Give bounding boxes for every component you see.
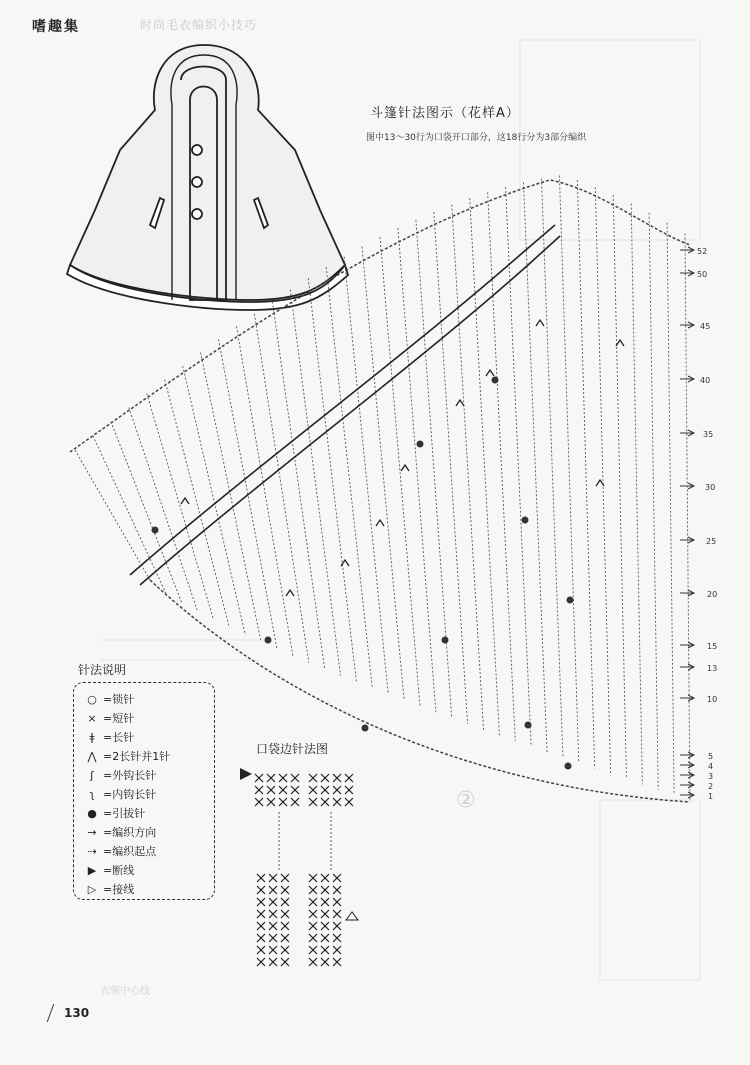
row-direction-arrow [680,322,694,328]
decrease-mark [536,320,544,326]
slip-stitch-dot [362,725,369,732]
single-crochet-symbol [333,958,341,966]
faint-header-text: 时尚毛衣编织小技巧 [140,18,258,32]
fasten-off-icon: ▶ [87,863,97,877]
single-crochet-symbol [321,934,329,942]
decrease-mark [376,520,384,526]
row-marker: 35 [703,430,714,439]
row-marker: 13 [707,664,718,673]
row-direction-arrow [680,247,694,253]
single-crochet-symbol [291,798,299,806]
stitch-column [111,422,182,603]
single-crochet-symbol [281,874,289,882]
single-crochet-symbol [309,922,317,930]
stitch-column [631,204,642,785]
direction-arrow-icon: → [87,825,97,839]
join-yarn-icon: ▷ [87,882,97,896]
row-marker: 4 [708,762,714,771]
stitch-column [559,176,578,763]
single-crochet-symbol [267,798,275,806]
stitch-column [201,352,262,642]
single-crochet-symbol [269,898,277,906]
single-crochet-symbol [333,910,341,918]
decrease-mark [616,340,624,346]
row-marker: 25 [706,537,717,546]
row-direction-arrow [680,376,694,382]
single-crochet-symbol [333,786,341,794]
slip-stitch-dot [417,441,424,448]
single-crochet-symbol [309,910,317,918]
stitch-column [380,237,420,706]
single-crochet-symbol [255,798,263,806]
row-marker: 20 [707,590,718,599]
legend-item: × =短针 [84,710,134,726]
slip-stitch-dot [525,722,532,729]
stitch-column [75,450,150,580]
stitch-column [416,220,452,718]
single-crochet-symbol [281,886,289,894]
row-direction-arrow [680,483,694,489]
single-crochet-symbol [321,774,329,782]
single-crochet-symbol [309,774,317,782]
single-crochet-symbol [309,798,317,806]
single-crochet-symbol [269,922,277,930]
decrease-mark [401,465,409,471]
row-direction-arrow [680,752,694,758]
row-marker: 5 [708,752,714,761]
single-crochet-symbol [257,898,265,906]
single-crochet-symbol [309,934,317,942]
slip-stitch-dot [265,637,272,644]
legend-title: 针法说明 [78,663,127,677]
stitch-column [344,257,388,695]
single-crochet-symbol [321,786,329,794]
row-marker: 52 [697,247,708,256]
single-crochet-symbol [333,934,341,942]
single-crochet-symbol [281,898,289,906]
stitch-column [147,393,214,619]
single-crochet-symbol [257,886,265,894]
decrease-mark [456,400,464,406]
single-crochet-symbol [269,910,277,918]
single-crochet-symbol [321,910,329,918]
faint-bottom-text: 衣领中心线 [100,986,150,997]
stitch-column [649,213,658,790]
slip-stitch-dot [492,377,499,384]
single-crochet-symbol [345,774,353,782]
decrease-mark [286,590,294,596]
legend-item: ○ =锁针 [84,691,134,707]
stitch-column [398,228,436,712]
single-crochet-symbol [321,922,329,930]
row-marker: 30 [705,483,716,492]
row-marker: 3 [708,772,714,781]
row-direction-arrow [680,695,694,701]
single-crochet-symbol [281,922,289,930]
start-point-icon: ⇢ [87,844,97,858]
slip-stitch-dot [152,527,159,534]
single-crochet-symbol [255,774,263,782]
legend-item: ▶ =断线 [84,862,134,878]
diagram-title: 斗篷针法图示（花样A） [370,106,520,121]
pocket-edge-chart [240,768,358,966]
single-crochet-symbol [321,946,329,954]
row-direction-arrow [680,792,694,798]
stitch-column [272,302,324,670]
row-marker: 50 [697,270,708,279]
row-direction-arrow [680,537,694,543]
single-crochet-symbol [309,958,317,966]
single-crochet-symbol [309,898,317,906]
single-crochet-symbol [257,874,265,882]
slip-stitch-dot [567,597,574,604]
row-marker: 1 [708,792,714,801]
stitch-column [470,198,500,735]
row-direction-arrow [680,782,694,788]
row-marker: 10 [707,695,718,704]
legend-item: ʃ =外钩长针 [84,767,156,783]
front-post-dc-icon: ʃ [90,768,94,782]
decrease-mark [181,498,189,504]
single-crochet-symbol [269,958,277,966]
slip-stitch-dot [442,637,449,644]
single-crochet-symbol [267,774,275,782]
single-crochet-symbol [345,798,353,806]
cape-illustration [67,45,348,310]
legend-item: ⇢ =编织起点 [84,843,156,859]
single-crochet-symbol [279,774,287,782]
single-crochet-symbol [333,898,341,906]
single-crochet-symbol [257,922,265,930]
row-marker: 2 [708,782,714,791]
single-crochet-symbol [309,946,317,954]
legend-item: ǂ =长针 [84,729,134,745]
single-crochet-symbol [269,874,277,882]
single-crochet-symbol [333,874,341,882]
legend-item: ▷ =接线 [84,881,134,897]
stitch-column [595,187,610,774]
stitch-column [488,192,516,741]
single-crochet-symbol [257,958,265,966]
row-direction-arrow [680,664,694,670]
stitch-column [129,407,198,611]
stitch-column [667,223,674,795]
single-crochet-symbol [345,786,353,794]
single-crochet-symbol [321,874,329,882]
legend-item: ⋀ =2长针并1针 [84,748,170,764]
stitch-column [524,183,548,752]
back-post-dc-icon: ʅ [89,787,95,801]
decrease-mark [486,370,494,376]
join-yarn-marker [346,912,358,920]
fasten-off-marker [240,768,252,780]
row-direction-arrow [680,772,694,778]
pocket-chart-title: 口袋边针法图 [256,742,329,756]
single-crochet-symbol [321,886,329,894]
single-crochet-symbol [321,958,329,966]
single-crochet-symbol [333,886,341,894]
single-crochet-symbol [309,786,317,794]
chain-stitch-icon: ○ [87,692,97,706]
single-crochet-symbol [269,886,277,894]
single-crochet-symbol [333,922,341,930]
row-direction-arrow [680,270,694,276]
stitch-column [362,247,404,701]
page-number: 130 [64,1006,90,1020]
single-crochet-symbol [309,874,317,882]
single-crochet-symbol [257,910,265,918]
slip-stitch-icon: ● [87,806,97,820]
row-marker: 45 [700,322,711,331]
single-crochet-symbol [281,910,289,918]
row-direction-arrow [680,642,694,648]
single-crochet-symbol [269,934,277,942]
stitch-column [452,205,484,730]
slip-stitch-dot [565,763,572,770]
single-crochet-symbol [267,786,275,794]
stitch-column [434,212,468,724]
legend-item: → =编织方向 [84,824,156,840]
bottom-chain-edge [150,580,690,802]
single-crochet-symbol [281,946,289,954]
single-crochet-symbol [255,786,263,794]
stitch-column [613,195,626,779]
single-crochet-symbol [291,786,299,794]
legend-item: ● =引拔针 [84,805,145,821]
single-crochet-symbol [333,798,341,806]
single-crochet-symbol [281,934,289,942]
single-crochet-icon: × [87,711,97,725]
single-crochet-symbol [291,774,299,782]
dc2tog-icon: ⋀ [87,749,97,763]
slip-stitch-dot [522,517,529,524]
book-title: 嗜趣集 [32,19,80,35]
single-crochet-symbol [257,934,265,942]
stitch-column [236,326,292,656]
single-crochet-symbol [269,946,277,954]
single-crochet-symbol [321,798,329,806]
stitch-column [93,436,166,593]
faint-circle-number: ② [456,788,476,813]
single-crochet-symbol [309,886,317,894]
single-crochet-symbol [333,946,341,954]
stitch-column [541,179,562,758]
stitch-column [577,180,594,768]
stitch-column [685,233,690,800]
legend-box [73,682,215,900]
legend-item: ʅ =内钩长针 [84,786,156,802]
stitch-column [165,380,230,628]
single-crochet-symbol [321,898,329,906]
row-marker: 40 [700,376,711,385]
row-direction-arrow [680,590,694,596]
single-crochet-symbol [279,798,287,806]
single-crochet-symbol [279,786,287,794]
single-crochet-symbol [281,958,289,966]
row-direction-arrow [680,762,694,768]
single-crochet-symbol [333,774,341,782]
row-marker: 15 [707,642,718,651]
single-crochet-symbol [257,946,265,954]
diagram-subtitle: 图中13～30行为口袋开口部分，这18行分为3部分编织 [366,133,587,143]
double-crochet-icon: ǂ [89,730,95,744]
